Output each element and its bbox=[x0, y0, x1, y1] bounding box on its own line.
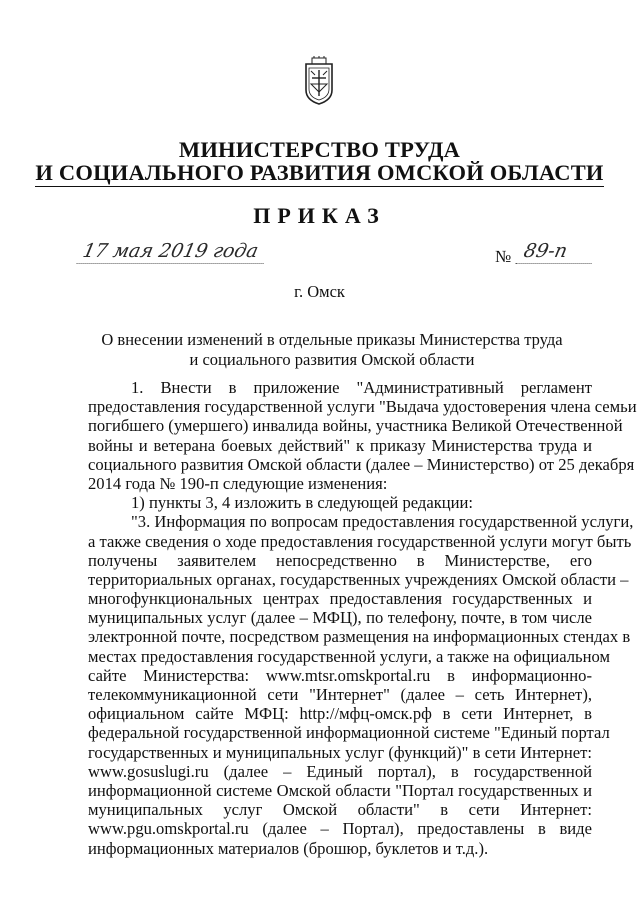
body-line: www.pgu.omskportal.ru (далее – Портал), предоставлены в виде bbox=[88, 819, 592, 839]
body-line: информационных материалов (брошюр, буклетов и т.д.). bbox=[88, 838, 489, 858]
body-line: территориальных органах, государственных учреждениях Омской области – bbox=[88, 569, 629, 589]
body-line: электронной почте, посредством размещения на информационных стендах в bbox=[88, 627, 631, 647]
ministry-name-line1: МИНИСТЕРСТВО ТРУДА bbox=[178, 137, 461, 162]
handwritten-order-number: 89-п bbox=[515, 240, 596, 264]
ministry-name-line2 bbox=[0, 158, 639, 187]
body-line: получены заявителем непосредственно в Министерстве, его bbox=[88, 550, 592, 570]
order-body bbox=[88, 378, 637, 858]
body-line: официальном сайте МФЦ: http://мфц-омск.рф в сети Интернет, в bbox=[88, 704, 592, 724]
subject-line: и социального развития Омской области bbox=[189, 349, 475, 369]
body-line: войны и ветерана боевых действий" к приказу Министерства труда и bbox=[88, 435, 592, 455]
body-line: 1) пункты 3, 4 изложить в следующей редакции: bbox=[131, 493, 474, 513]
body-line: телекоммуникационной сети "Интернет" (далее – сеть Интернет), bbox=[88, 685, 592, 704]
body-line: социального развития Омской области (далее – Министерство) от 25 декабря bbox=[88, 454, 635, 474]
body-line: информационной системе Омской области "Портал государственных и bbox=[88, 780, 592, 800]
body-line: предоставления государственной услуги "Выдача удостоверения члена семьи bbox=[88, 397, 637, 417]
body-line: федеральной государственной информационной системе "Единый портал bbox=[88, 723, 610, 743]
handwritten-date: 17 мая 2019 года bbox=[76, 240, 268, 264]
body-line: 1. Внести в приложение "Административный регламент bbox=[131, 378, 592, 397]
coat-of-arms-emblem-icon bbox=[302, 56, 336, 106]
body-line: муниципальных услуг (далее – МФЦ), по телефону, почте, в том числе bbox=[88, 608, 592, 628]
body-line: местах предоставления государственной услуги, а также на официальном bbox=[88, 646, 610, 666]
order-number-label: № bbox=[495, 247, 512, 266]
body-line: а также сведения о ходе предоставления государственной услуги могут быть bbox=[88, 531, 632, 551]
body-line: www.gosuslugi.ru (далее – Единый портал), в государственной bbox=[88, 761, 592, 781]
order-title: ПРИКАЗ bbox=[253, 203, 386, 228]
body-line: сайте Министерства: www.mtsr.omskportal.ru в информационно- bbox=[88, 665, 592, 685]
order-subject bbox=[100, 330, 564, 369]
subject-line: О внесении изменений в отдельные приказы Министерства труда bbox=[101, 330, 563, 349]
city: г. Омск bbox=[294, 282, 345, 301]
body-line: 2014 года № 190-п следующие изменения: bbox=[88, 473, 388, 493]
body-line: муниципальных услуг Омской области" в сети Интернет: bbox=[88, 800, 592, 820]
body-line: государственных и муниципальных услуг (функций)" в сети Интернет: bbox=[88, 742, 592, 762]
body-line: "3. Информация по вопросам предоставления государственной услуги, bbox=[131, 512, 634, 532]
body-line: погибшего (умершего) инвалида войны, участника Великой Отечественной bbox=[88, 416, 623, 436]
ministry-name-line2-text: И СОЦИАЛЬНОГО РАЗВИТИЯ ОМСКОЙ ОБЛАСТИ bbox=[35, 160, 604, 185]
body-line: многофункциональных центрах предоставления государственных и bbox=[88, 589, 592, 609]
